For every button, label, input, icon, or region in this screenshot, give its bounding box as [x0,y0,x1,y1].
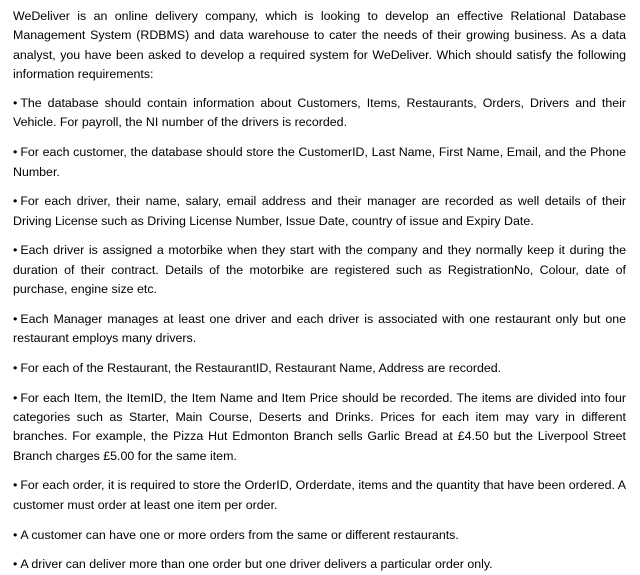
bullet-icon: • [13,145,18,160]
requirements-list [13,94,626,574]
requirement-item [13,359,626,378]
bullet-icon: • [13,527,18,542]
requirement-item [13,143,626,182]
bullet-icon: • [13,243,18,258]
requirement-text: For each order, it is required to store the OrderID, Orderdate, items and the quantity that have been ordered. A customer must order at least one item per order. [13,478,626,512]
bullet-icon: • [13,360,18,375]
requirement-item [13,192,626,231]
bullet-icon: • [13,390,18,405]
requirement-text: A customer can have one or more orders from the same or different restaurants. [20,527,459,542]
requirement-text: For each of the Restaurant, the RestaurantID, Restaurant Name, Address are recorded. [20,360,502,375]
requirement-text: The database should contain information about Customers, Items, Restaurants, Orders, Drivers and their Vehicle. For payroll, the NI number of the drivers is recorded. [13,96,626,130]
requirement-item [13,476,626,515]
bullet-icon: • [13,557,18,572]
requirement-item [13,310,626,349]
intro-paragraph: WeDeliver is an online delivery company, which is looking to develop an effective Relational Database Management System (RDBMS) and data warehouse to cater the needs of their growing business. As a data analyst, you have been asked to develop a required system for WeDeliver. Which should satisfy the following information requirements: [13,9,626,81]
bullet-icon: • [13,96,18,111]
requirement-text: For each customer, the database should store the CustomerID, Last Name, First Name, Email, and the Phone Number. [13,145,626,179]
requirement-item [13,389,626,466]
bullet-icon: • [13,194,18,209]
requirement-text: A driver can deliver more than one order but one driver delivers a particular order only. [20,557,493,572]
requirement-text: For each driver, their name, salary, email address and their manager are recorded as well details of their Driving License such as Driving License Number, Issue Date, country of issue and Expiry Date. [13,194,626,228]
requirement-text: Each driver is assigned a motorbike when they start with the company and they normally keep it during the duration of their contract. Details of the motorbike are registered such as RegistrationNo, Colour, date of purchase, engine size etc. [13,243,626,297]
requirement-text: For each Item, the ItemID, the Item Name and Item Price should be recorded. The items are divided into four categories such as Starter, Main Course, Deserts and Drinks. Prices for each item may vary in different branches. For example, the Pizza Hut Edmonton Branch sells Garlic Bread at £4.50 but the Liverpool Street Branch charges £5.00 for the same item. [13,390,626,463]
requirement-item [13,555,626,574]
bullet-icon: • [13,478,18,493]
requirement-item [13,526,626,545]
bullet-icon: • [13,311,18,326]
requirement-text: Each Manager manages at least one driver and each driver is associated with one restaurant only but one restaurant employs many drivers. [13,311,626,346]
requirement-item [13,94,626,133]
requirement-item [13,241,626,299]
